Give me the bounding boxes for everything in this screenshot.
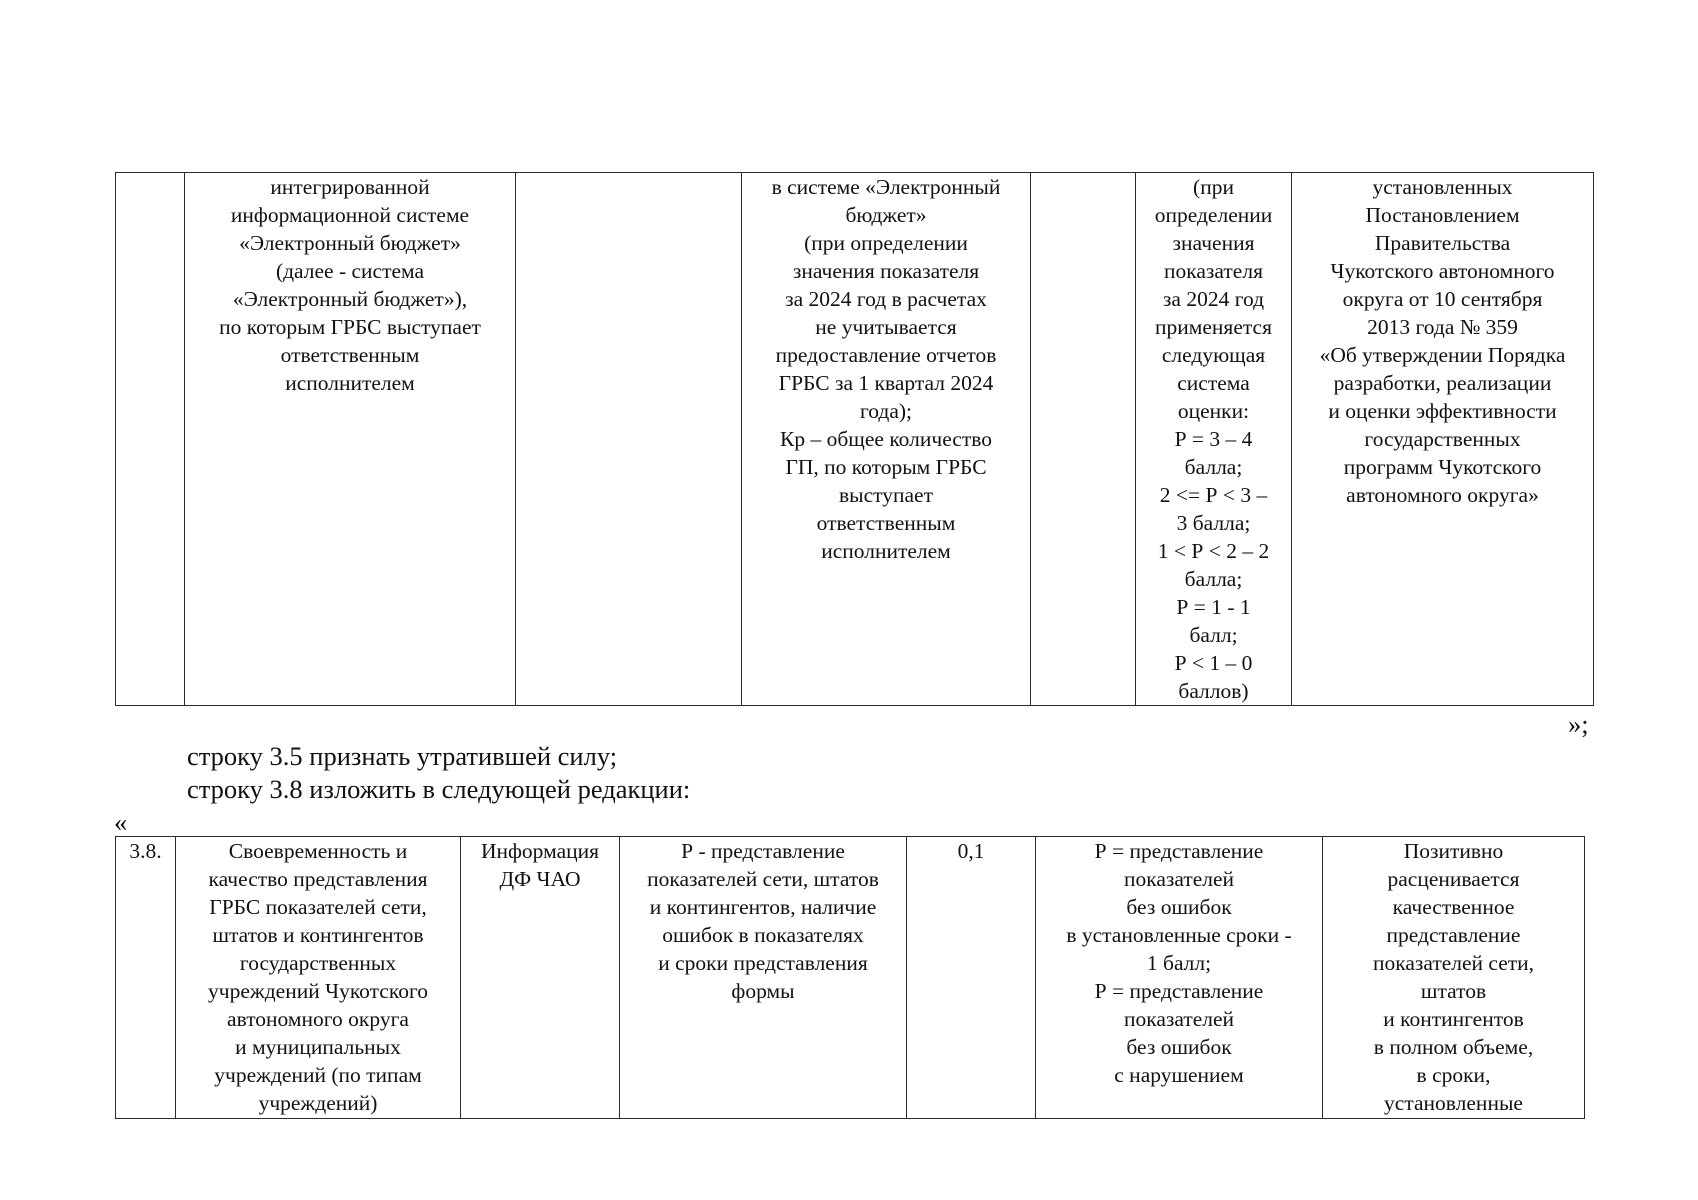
table-cell-criterion: интегрированной информационной системе «Электронный бюджет» (далее - система «Электронный бюджет»), по которым ГРБС выступает ответственным исполнителем — [185, 173, 516, 706]
table-cell-source — [516, 173, 742, 706]
paragraph-line-3-8: строку 3.8 изложить в следующей редакции: — [187, 774, 691, 804]
table-cell-scoring: Р = представление показателей без ошибок в установленные сроки - 1 балл; Р = представление показателей без ошибок с нарушением — [1036, 837, 1323, 1119]
table-cell-comment: Позитивно расценивается качественное представление показателей сети, штатов и контингентов в полном объеме, в сроки, установленные — [1323, 837, 1585, 1119]
table-cell-weight — [1031, 173, 1136, 706]
criteria-table-row-3-8 — [115, 836, 1585, 1119]
opening-quote: « — [114, 807, 128, 837]
table-row — [116, 837, 1585, 1119]
table-cell-weight: 0,1 — [907, 837, 1036, 1119]
table-row — [116, 173, 1594, 706]
paragraph-line-3-5: строку 3.5 признать утратившей силу; — [187, 741, 618, 771]
table-cell-formula: в системе «Электронный бюджет» (при определении значения показателя за 2024 год в расчетах не учитывается предоставление отчетов ГРБС за 1 квартал 2024 года); Кр – общее количество ГП, по которым ГРБС выступает ответственным исполнителем — [742, 173, 1031, 706]
table-cell-source: Информация ДФ ЧАО — [461, 837, 620, 1119]
closing-quote: »; — [1568, 709, 1589, 739]
table-cell-comment: установленных Постановлением Правительства Чукотского автономного округа от 10 сентября 2013 года № 359 «Об утверждении Порядка разработки, реализации и оценки эффективности государственных программ Чукотского автономного округа» — [1292, 173, 1594, 706]
table-cell-number: 3.8. — [116, 837, 176, 1119]
table-cell-scoring: (при определении значения показателя за 2024 год применяется следующая система оценки: Р = 3 – 4 балла; 2 <= Р < 3 – 3 балла; 1 < Р < 2 – 2 балла; Р = 1 - 1 балл; Р < 1 – 0 баллов) — [1136, 173, 1292, 706]
table-cell-number — [116, 173, 185, 706]
table-cell-criterion: Своевременность и качество представления ГРБС показателей сети, штатов и контингентов государственных учреждений Чукотского автономного округа и муниципальных учреждений (по типам учреждений) — [176, 837, 461, 1119]
table-cell-formula: Р - представление показателей сети, штатов и контингентов, наличие ошибок в показателях и сроки представления формы — [620, 837, 907, 1119]
criteria-table-continuation — [115, 172, 1594, 706]
